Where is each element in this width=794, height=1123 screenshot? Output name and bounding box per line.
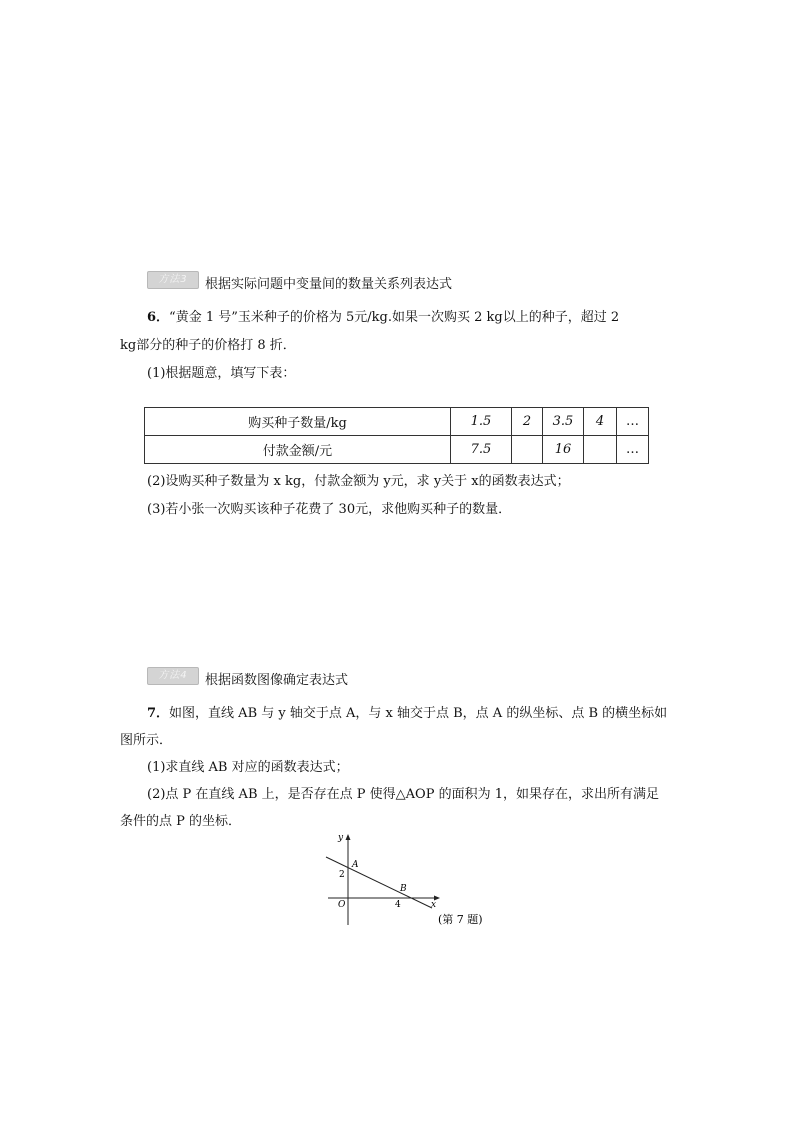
table-cell: 1.5 <box>451 408 512 436</box>
table-cell: … <box>617 408 649 436</box>
problem-6-line-1 <box>147 306 619 325</box>
problem-number: 7． <box>147 706 170 721</box>
table-cell: 7.5 <box>451 436 512 464</box>
table-cell: 2 <box>512 408 543 436</box>
problem-6-part-2: (2)设购买种子数量为 x kg，付款金额为 y元，求 y关于 x的函数表达式； <box>147 474 570 489</box>
table-cell: 16 <box>543 436 584 464</box>
point-a-label: A <box>352 860 359 870</box>
tick-label-y: 2 <box>339 870 345 880</box>
table-cell <box>512 436 543 464</box>
table-row <box>145 436 649 464</box>
row-label-payment: 付款金额/元 <box>145 436 451 464</box>
method-badge: 方法4 <box>147 667 199 685</box>
problem-6-part-3: (3)若小张一次购买该种子花费了 30元，求他购买种子的数量． <box>147 502 512 517</box>
problem-6-part-1: (1)根据题意，填写下表： <box>147 366 296 381</box>
x-axis-label: x <box>431 900 437 910</box>
problem-6-line-2: kg部分的种子的价格打 8 折． <box>120 338 296 353</box>
method-badge: 方法3 <box>147 271 199 289</box>
point-b-label: B <box>400 884 407 894</box>
figure-7 <box>320 830 500 930</box>
price-table <box>144 407 649 464</box>
problem-text: 如图，直线 AB 与 y 轴交于点 A，与 x 轴交于点 B，点 A 的纵坐标、点 B 的横坐标如 <box>169 706 668 721</box>
table-cell: 4 <box>584 408 617 436</box>
tick-label-x: 4 <box>395 900 401 910</box>
problem-7-part-2-line-2: 条件的点 P 的坐标． <box>120 814 242 829</box>
section-title: 根据函数图像确定表达式 <box>205 673 349 688</box>
problem-number: 6． <box>147 310 170 325</box>
problem-text: “黄金 1 号”玉米种子的价格为 5元/kg.如果一次购买 2 kg以上的种子，超过 2 <box>169 310 620 325</box>
section-title: 根据实际问题中变量间的数量关系列表达式 <box>205 277 453 292</box>
y-axis-label: y <box>338 833 344 843</box>
table-cell: … <box>617 436 649 464</box>
problem-7-part-2-line-1: (2)点 P 在直线 AB 上，是否存在点 P 使得△AOP 的面积为 1，如果存在，求出所有满足 <box>147 787 659 802</box>
table-cell <box>584 436 617 464</box>
row-label-quantity: 购买种子数量/kg <box>145 408 451 436</box>
origin-label: O <box>338 900 346 910</box>
table-row <box>145 408 649 436</box>
problem-7-part-1: (1)求直线 AB 对应的函数表达式； <box>147 760 349 775</box>
problem-7-line-2: 图所示． <box>120 733 173 748</box>
table-cell: 3.5 <box>543 408 584 436</box>
figure-caption: (第 7 题) <box>438 913 483 926</box>
problem-7-line-1 <box>147 702 667 721</box>
y-axis-arrow <box>346 834 351 840</box>
